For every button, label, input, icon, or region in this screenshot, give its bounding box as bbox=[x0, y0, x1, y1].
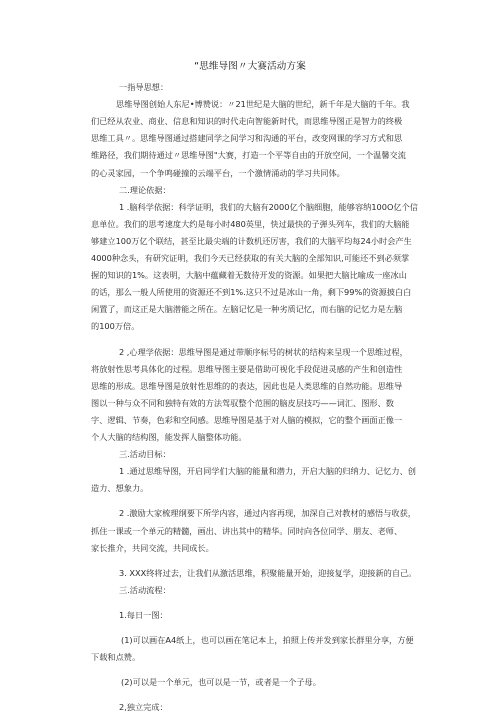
paragraph-line: 抓住一课或一个单元的精髓，画出、讲出其中的精华。同时向各位同学、朋友、老师、 bbox=[91, 525, 403, 536]
section-heading: 三.活动目标： bbox=[119, 449, 171, 460]
paragraph-line: 的100万倍。 bbox=[91, 321, 140, 332]
paragraph-line: 思维导图创始人东尼•博赞说：〃21世纪是大脑的世纪，新千年是大脑的千年。我 bbox=[116, 99, 410, 110]
paragraph-line: 2 .激励大家梳理纲要下所学内容，通过内容再现，加深自己对教材的感悟与收获， bbox=[119, 508, 416, 519]
paragraph-line: 2,独立完成： bbox=[119, 702, 168, 713]
paragraph-line: 图以一种与众不同和独特有效的方法驾驭整个范围的脑皮层技巧——词汇、图形、数 bbox=[91, 397, 394, 408]
paragraph-line: 握的知识的1%。这表明，大脑中蕴藏着无数待开发的资源。如果把大脑比喻成一座冰山 bbox=[91, 270, 407, 281]
paragraph-line: 1 .通过思维导图，开启同学们大脑的能量和潜力，开启大脑的归纳力、记忆力、创 bbox=[119, 466, 416, 477]
paragraph-line: 1.每日一图： bbox=[119, 609, 168, 620]
paragraph-line: 个人大脑的结构图，能发挥人脑整体功能。 bbox=[91, 432, 247, 442]
paragraph-line: 的心灵家园，一个争鸣碰撞的云端平台，一个激情涌动的学习共同体。 bbox=[91, 167, 345, 178]
paragraph-line: 1 .脑科学依据：科学证明，我们的大脑有2000亿个脑细胞，能够容纳100O亿个信 bbox=[119, 201, 418, 212]
paragraph-line: 闲置了，而这正是大脑潜能之所在。左脑记忆是一种劣质记忆，而右脑的记忆力是左脑 bbox=[91, 304, 403, 315]
paragraph-line: (2)可以是一个单元，也可以是一节，或者是一个子母。 bbox=[121, 677, 321, 688]
paragraph-line: 2 ,心理学依据：思维导图是通过带顺序标号的树状的结构来呈现一个思维过程， bbox=[119, 346, 408, 357]
paragraph-line: 息单位。我们的思考速度大约是每小时480英里，快过最快的子弹头列车，我们的大脑能 bbox=[91, 218, 410, 229]
paragraph-line: 3. XXX终将过去，让我们从激活思维，积聚能量开始，迎接复学，迎接新的自己。 bbox=[119, 567, 417, 578]
section-heading: 一指导思想： bbox=[119, 82, 169, 92]
section-heading: 三.活动流程： bbox=[119, 584, 171, 595]
paragraph-line: 字、逻辑、节奏，色彩和空间感。思维导图是基于对人脑的模拟，它的整个画面正像一 bbox=[91, 414, 403, 425]
paragraph-line: 思维的形成。思维导图是放射性思维的的表达，因此也是人类思维的自然功能。思维导 bbox=[91, 380, 403, 391]
paragraph-line: 们已经从农业、商业、信息和知识的时代走向智能新时代，而思维导图正是智力的终极 bbox=[91, 116, 403, 127]
section-heading: 二.理论依据： bbox=[119, 184, 171, 195]
paragraph-line: 维路径，我们期待通过〃思维导图"大赛，打造一个平等自由的开放空间，一个温馨交流 bbox=[91, 150, 406, 161]
paragraph-line: 4000种念头，有研究证明，我们今天已经获取的有关大脑的全部知识,可能还不到必须掌 bbox=[91, 253, 410, 263]
paragraph-line: 家长推介，共同交流，共同成长。 bbox=[91, 542, 214, 553]
paragraph-line: 造力、想象力。 bbox=[91, 483, 149, 494]
paragraph-line: 下载和点赞。 bbox=[91, 652, 141, 663]
paragraph-line: 的话，那么一般人所使用的资源还不到1%.这只不过是冰山一角，剩下99%的资源披白白 bbox=[91, 287, 412, 298]
paragraph-line: 将放射性思考具体化的过程。思维导图主要是借助可视化手段促进灵感的产生和创造性 bbox=[91, 363, 403, 374]
paragraph-line: (1)可以画在A4纸上，也可以画在笔记本上，拍照上传并发到家长群里分享，方便 bbox=[121, 635, 414, 645]
document-title: “思维导图〃大赛活动方案 bbox=[194, 61, 306, 72]
paragraph-line: 够建立100万亿个联结，甚至比最尖端的计数机还厉害，我们的大脑平均每24小时会产生 bbox=[91, 235, 412, 246]
paragraph-line: 思维工具〃。思维导图通过搭建同学之间学习和沟通的平台，改变网课的学习方式和思 bbox=[91, 133, 403, 144]
